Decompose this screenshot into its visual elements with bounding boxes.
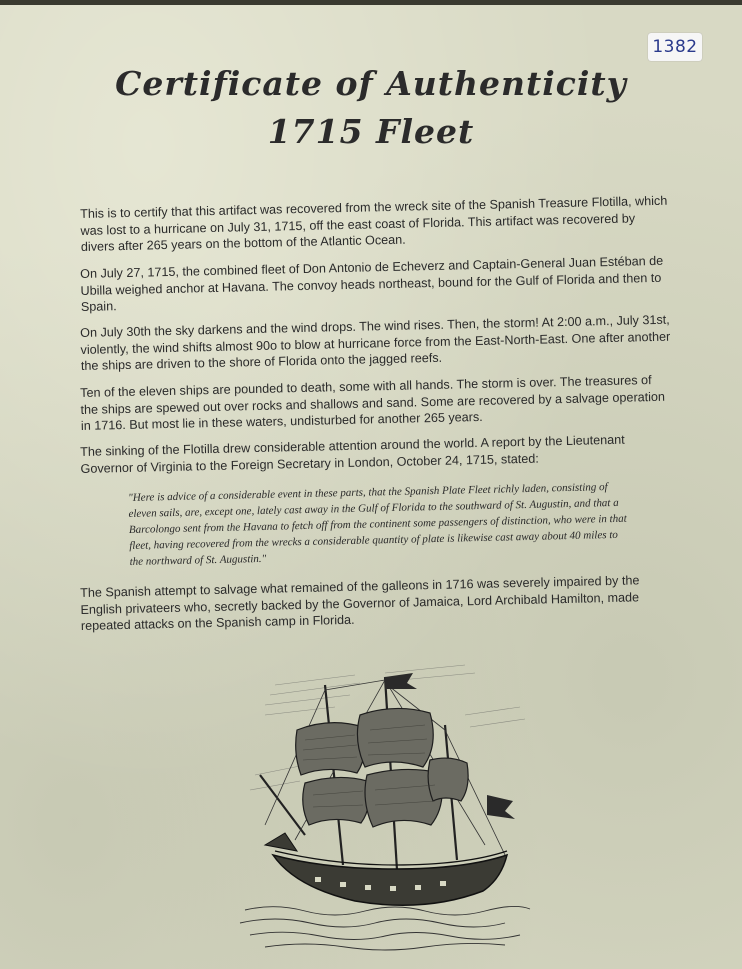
paragraph-text: On July 30th the sky darkens and the wind drops. The wind rises. Then, the storm! At 2:00 a.m., July 31st, violently, the wind shifts almost 90o to blow at hurricane force from the East-North-East. One after another the ships are driven to the shore of Florida onto the jagged reefs. — [80, 312, 671, 373]
galleon-ship-icon — [235, 655, 535, 955]
paragraph-text: This is to certify that this artifact was recovered from the wreck site of the Spanish Treasure Flotilla, which was lost to a hurricane on July 31, 1715, off the east coast of Florida. This artifact was recovered by divers after 265 years on the bottom of the Atlantic Ocean. — [80, 193, 668, 254]
paragraph-text: Ten of the eleven ships are pounded to death, some with all hands. The storm is over. The treasures of the ships are spewed out over rocks and shallows and sand. Some are recovered by a salvage operation in 1716. But most lie in these waters, undisturbed for another 265 years. — [80, 373, 666, 433]
paragraph-text: The Spanish attempt to salvage what remained of the galleons in 1716 was severely impaired by the English privateers who, secretly backed by the Governor of Jamaica, Lord Archibald Hamilton, made repeated attacks on the Spanish camp in Florida. — [80, 573, 640, 633]
paragraph-text: On July 27, 1715, the combined fleet of Don Antonio de Echeverz and Captain-General Juan Estéban de Ubilla weighed anchor at Havana. The convoy heads northeast, bound for the Gulf of Florida and then to Spain. — [80, 253, 664, 314]
catalog-number-sticker: 1382 — [648, 33, 702, 61]
historical-quote: "Here is advice of a considerable event in these parts, that the Spanish Plate Fleet richly laden, consisting of eleven sails, are, except one, lately cast away in the Gulf of Florida to the southward of St. Augustin, and that a Barcolongo sent from the Havana to fetch off from the continent some passengers of distinction, who were in that fleet, having recovered from the wrecks a considerable quantity of plate is likewise cast away about 40 miles to the northward of St. Augustin." — [128, 481, 627, 568]
paragraph-text: The sinking of the Flotilla drew considerable attention around the world. A report by the Lieutenant Governor of Virginia to the Foreign Secretary in London, October 24, 1715, stated: — [80, 432, 625, 476]
scan-edge — [0, 0, 742, 5]
certificate-subtitle: 1715 Fleet — [267, 112, 475, 151]
certificate-title: Certificate of Authenticity — [115, 64, 627, 103]
